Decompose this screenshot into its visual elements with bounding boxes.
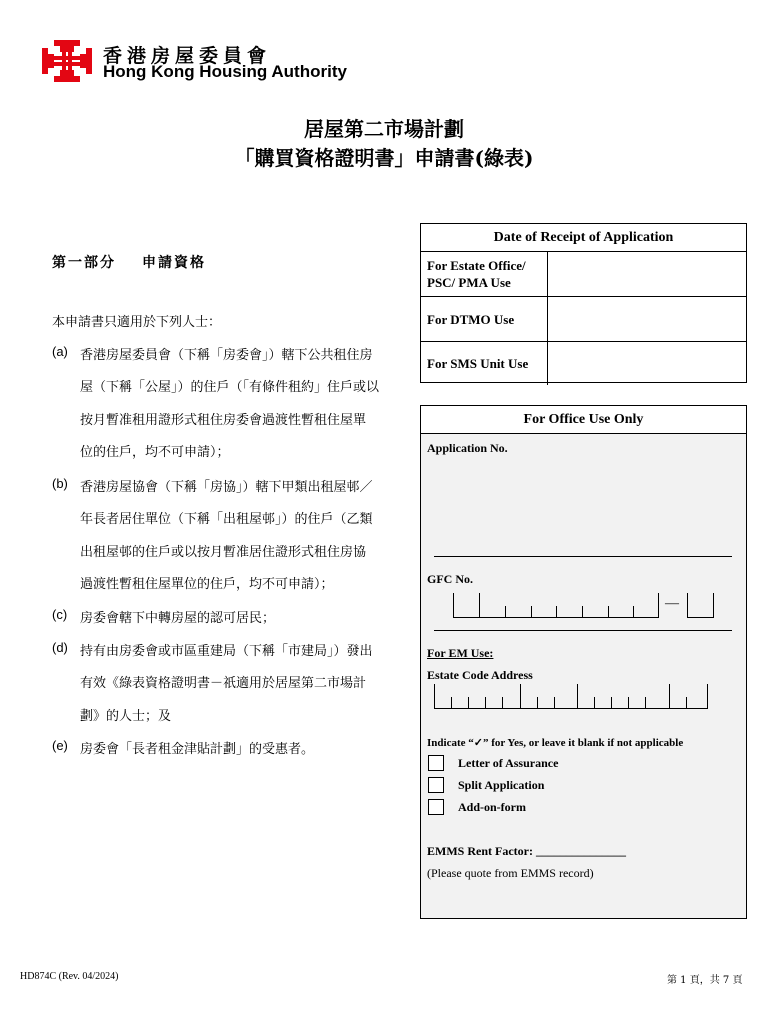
receipt-date-field[interactable] (548, 342, 746, 385)
page-number: 第 1 頁，共 7 頁 (667, 975, 743, 986)
gfc-no-label: GFC No. (427, 572, 473, 586)
checkbox-label: Letter of Assurance (458, 756, 559, 770)
gfc-underline (434, 630, 732, 631)
receipt-date-field[interactable] (548, 297, 746, 341)
eligibility-intro: 本申請書只適用於下列人士： (52, 315, 222, 330)
item-text-line: 劃》的人士；及 (80, 709, 172, 724)
item-text-line: 香港房屋協會（下稱「房協」）轄下甲類出租屋邨／ (80, 480, 373, 495)
receipt-date-field[interactable] (548, 252, 746, 296)
estate-code-field[interactable] (434, 684, 709, 709)
section-part-label: 第一部分 (52, 255, 116, 271)
receipt-row-dtmo (421, 297, 746, 342)
org-name-en: Hong Kong Housing Authority (103, 62, 347, 81)
item-label: (d) (52, 640, 68, 655)
section-title: 申請資格 (142, 255, 206, 271)
checkbox-label: Add-on-form (458, 800, 526, 814)
receipt-table-header: Date of Receipt of Application (421, 224, 746, 252)
receipt-row-label: For DTMO Use (421, 297, 548, 341)
item-label: (b) (52, 476, 68, 491)
emms-rent-factor-field[interactable]: EMMS Rent Factor: _______________ (427, 844, 626, 858)
emms-note: (Please quote from EMMS record) (427, 866, 594, 880)
form-code: HD874C (Rev. 04/2024) (20, 971, 119, 982)
receipt-row-label: For SMS Unit Use (421, 342, 548, 385)
item-text-line: 房委會轄下中轉房屋的認可居民； (80, 611, 276, 626)
section-heading (52, 252, 232, 272)
receipt-row-label: For Estate Office/ PSC/ PMA Use (421, 252, 548, 296)
org-name-zh: 香港房屋委員會 (103, 45, 272, 67)
estate-code-address-label: Estate Code Address (427, 668, 533, 682)
add-on-form-checkbox[interactable] (428, 799, 444, 815)
checkbox-label: Split Application (458, 778, 545, 792)
housing-authority-logo (42, 40, 92, 82)
item-text-line: 過渡性暫租住屋單位的住戶，均不可申請）； (80, 577, 334, 592)
document-subtitle: 「購買資格證明書」申請書(綠表) (234, 146, 534, 170)
receipt-row-sms-unit (421, 342, 746, 385)
letter-of-assurance-checkbox[interactable] (428, 755, 444, 771)
gfc-separator: — (665, 596, 679, 611)
em-use-label: For EM Use: (427, 646, 494, 660)
application-no-field[interactable] (434, 556, 732, 557)
receipt-date-table (420, 223, 747, 383)
item-text-line: 按月暫准租用證形式租住房委會過渡性暫租住屋單 (80, 413, 367, 428)
item-text-line: 香港房屋委員會（下稱「房委會」）轄下公共租住房 (80, 348, 373, 363)
item-label: (e) (52, 738, 68, 753)
split-application-checkbox[interactable] (428, 777, 444, 793)
item-label: (a) (52, 344, 68, 359)
office-use-box (420, 405, 747, 919)
receipt-row-estate-office (421, 252, 746, 297)
application-no-label: Application No. (427, 441, 508, 455)
item-text-line: 年長者居住單位（下稱「出租屋邨」）的住戶（乙類 (80, 512, 373, 527)
item-text-line: 位的住戶，均不可申請）； (80, 445, 230, 460)
gfc-check-digit-field[interactable] (687, 593, 715, 618)
item-text-line: 持有由房委會或市區重建局（下稱「市建局」）發出 (80, 644, 373, 659)
document-title: 居屋第二市場計劃 (304, 117, 464, 141)
item-text-line: 房委會「長者租金津貼計劃」的受惠者。 (80, 742, 315, 757)
item-text-line: 有效《綠表資格證明書－祇適用於居屋第二市場計 (80, 676, 367, 691)
item-text-line: 出租屋邨的住戶或以按月暫准居住證形式租住房協 (80, 545, 367, 560)
item-label: (c) (52, 607, 68, 622)
indicate-instruction: Indicate “✓” for Yes, or leave it blank if not applicable (427, 737, 684, 749)
gfc-no-field[interactable] (453, 593, 663, 618)
office-use-header: For Office Use Only (421, 406, 746, 434)
item-text-line: 屋（下稱「公屋」）的住戶（「有條件租約」住戶或以 (80, 380, 380, 395)
